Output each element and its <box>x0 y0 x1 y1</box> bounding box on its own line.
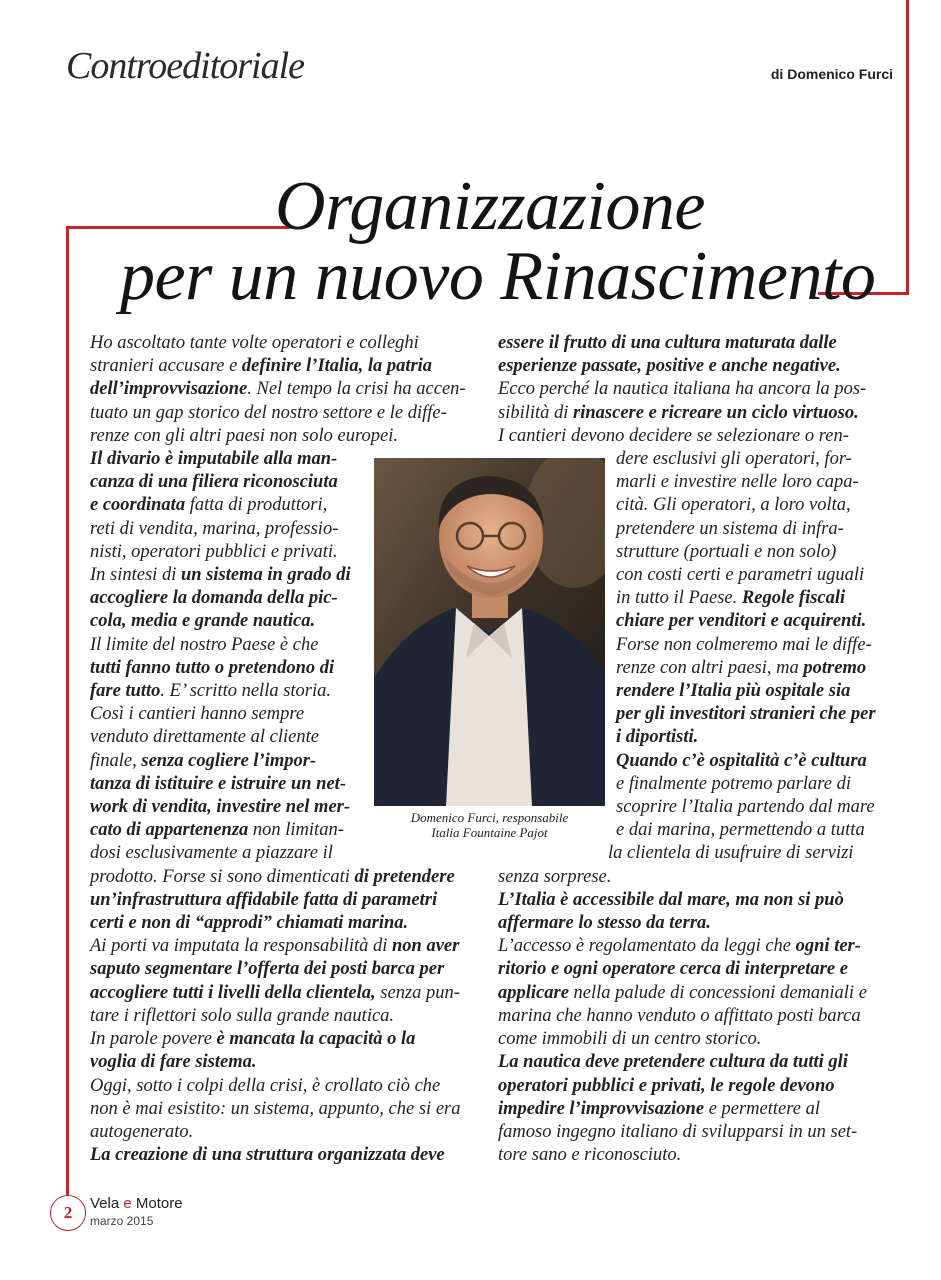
magazine-brand <box>90 1195 183 1212</box>
bold-text-run: rinascere e ricreare un ciclo virtuoso. <box>573 402 859 423</box>
bold-text-run: fare tutto <box>90 681 161 702</box>
bold-text-run: La nautica deve pretendere cultura da tutti gli <box>498 1052 848 1073</box>
bold-text-run: cola, media e grande nautica. <box>90 611 316 632</box>
bold-text-run: La creazione di una struttura organizzata deve <box>90 1145 445 1166</box>
text-line <box>90 889 466 912</box>
text-run: L’accesso è regolamentato da leggi che <box>498 936 796 957</box>
text-run: cità. Gli operatori, a loro volta, <box>616 495 851 516</box>
bold-text-run: definire l’Italia, la patria <box>241 356 433 377</box>
text-line <box>90 1005 466 1028</box>
article-title-line-2: per un nuovo Rinascimento <box>120 238 876 315</box>
bold-text-run: rendere l’Italia più ospitale sia <box>616 681 851 702</box>
text-run: fatta di produttori, <box>185 495 328 516</box>
text-run: senza pun- <box>375 982 460 1003</box>
article-title-line-1: Organizzazione <box>275 168 705 245</box>
text-run: . Nel tempo la crisi ha accen- <box>247 379 466 400</box>
bold-text-run: operatori pubblici e privati, le regole devono <box>498 1075 835 1096</box>
text-run: famoso ingegno italiano di svilupparsi in un set- <box>498 1121 858 1142</box>
bold-text-run: work di vendita, investire nel mer- <box>90 797 351 818</box>
bold-text-run: Regole fiscali <box>741 588 846 609</box>
text-run: Forse non colmeremo mai le diffe- <box>616 634 872 655</box>
section-label: Controeditoriale <box>66 45 305 87</box>
bold-text-run: per gli investitori stranieri che per <box>616 704 876 725</box>
text-run: tuato un gap storico del nostro settore e le diffe- <box>90 402 447 423</box>
text-line <box>498 866 876 889</box>
text-run: I cantieri devono decidere se selezionare o ren- <box>498 425 849 446</box>
text-run: Ai porti va imputata la responsabilità di <box>90 936 392 957</box>
bold-text-run: voglia di fare sistema. <box>90 1052 257 1073</box>
text-run: finale, <box>90 750 142 771</box>
issue-date: marzo 2015 <box>90 1214 154 1228</box>
text-line <box>498 842 876 865</box>
text-line <box>90 1075 466 1098</box>
bold-text-run: i diportisti. <box>616 727 699 748</box>
text-line <box>498 1121 876 1144</box>
text-line <box>498 1098 876 1121</box>
brand-word-motore: Motore <box>131 1195 183 1212</box>
brand-word-vela: Vela <box>90 1195 124 1212</box>
bold-text-run: cato di appartenenza <box>90 820 249 841</box>
text-run: non limitan- <box>248 820 344 841</box>
text-run: renze con altri paesi, ma <box>616 657 804 678</box>
text-line <box>90 425 466 448</box>
bold-text-run: di pretendere <box>354 866 455 887</box>
bold-text-run: ritorio e ogni operatore cerca di interpretare e <box>498 959 848 980</box>
text-line <box>498 1144 876 1167</box>
bold-text-run: tanza di istituire e istruire un net- <box>90 773 346 794</box>
text-line <box>498 1028 876 1051</box>
text-run: in tutto il Paese. <box>616 588 742 609</box>
text-run: strutture (portuali e non solo) <box>616 541 837 562</box>
text-run: la clientela di usufruire di servizi <box>608 843 854 864</box>
text-run: autogenerato. <box>90 1121 194 1142</box>
bold-text-run: e coordinata <box>90 495 186 516</box>
bold-text-run: un sistema in grado di <box>180 565 351 586</box>
text-run: . E’ scritto nella storia. <box>160 681 332 702</box>
text-run: non è mai esistito: un sistema, appunto, che si era <box>90 1098 461 1119</box>
text-line <box>498 1075 876 1098</box>
text-line <box>498 982 876 1005</box>
text-run: dere esclusivi gli operatori, for- <box>616 449 852 470</box>
bold-text-run: impedire l’improvvisazione <box>498 1098 705 1119</box>
bold-text-run: esperienze passate, positive e anche negative. <box>498 356 841 377</box>
text-run: Ho ascoltato tante volte operatori e colleghi <box>90 333 419 353</box>
text-run: In sintesi di <box>90 565 181 586</box>
text-run: pretendere un sistema di infra- <box>616 518 844 539</box>
text-run: marli e investire nelle loro capa- <box>616 472 859 493</box>
text-line <box>498 958 876 981</box>
text-line <box>498 425 876 448</box>
text-run: sibilità di <box>498 402 574 423</box>
text-line <box>90 982 466 1005</box>
text-line <box>90 1028 466 1051</box>
author-photo <box>374 458 605 806</box>
text-run: Così i cantieri hanno sempre <box>90 704 305 725</box>
text-run: In parole povere <box>90 1029 217 1050</box>
text-run: nisti, operatori pubblici e privati. <box>90 541 338 562</box>
text-line <box>498 402 876 425</box>
bold-text-run: L’Italia è accessibile dal mare, ma non si può <box>498 889 844 910</box>
text-line <box>498 1005 876 1028</box>
text-run: con costi certi e parametri uguali <box>616 565 865 586</box>
text-run: e permettere al <box>704 1098 820 1119</box>
text-line <box>498 935 876 958</box>
photo-caption-line-1: Domenico Furci, responsabile <box>410 810 569 825</box>
bold-text-run: senza cogliere l’impor- <box>141 750 317 771</box>
text-line <box>90 1144 466 1167</box>
text-run: senza sorprese. <box>498 866 612 887</box>
bold-text-run: canza di una filiera riconosciuta <box>90 472 338 493</box>
page-number: 2 <box>50 1195 86 1231</box>
text-line <box>498 1051 876 1074</box>
bold-text-run: affermare lo stesso da terra. <box>498 913 711 934</box>
text-line <box>90 402 466 425</box>
text-run: tore sano e riconosciuto. <box>498 1145 682 1166</box>
bold-text-run: accogliere tutti i livelli della clientela, <box>90 982 376 1003</box>
bold-text-run: tutti fanno tutto o pretendono di <box>90 657 335 678</box>
text-line <box>90 355 466 378</box>
text-line <box>90 912 466 935</box>
bold-text-run: non aver <box>392 936 460 957</box>
author-byline: di Domenico Furci <box>770 66 893 82</box>
text-line <box>498 912 876 935</box>
text-run: scoprire l’Italia partendo dal mare <box>616 797 875 818</box>
text-run: prodotto. Forse si sono dimenticati <box>90 866 355 887</box>
bold-text-run: saputo segmentare l’offerta dei posti barca per <box>90 959 445 980</box>
bold-text-run: un’infrastruttura affidabile fatta di parametri <box>90 889 438 910</box>
text-run: Oggi, sotto i colpi della crisi, è crollato ciò che <box>90 1075 441 1096</box>
text-run: e finalmente potremo parlare di <box>616 773 851 794</box>
text-line <box>498 378 876 401</box>
text-line <box>90 332 466 355</box>
text-run: dosi esclusivamente a piazzare il <box>90 843 333 864</box>
photo-caption-line-2: Italia Fountaine Pajot <box>431 825 548 840</box>
text-run: stranieri accusare e <box>90 356 242 377</box>
bold-text-run: potremo <box>803 657 867 678</box>
text-run: marina che hanno venduto o affittato posti barca <box>498 1005 861 1026</box>
text-line <box>90 935 466 958</box>
text-run: e dai marina, permettendo a tutta <box>616 820 865 841</box>
text-line <box>90 1098 466 1121</box>
portrait-illustration <box>374 458 605 806</box>
text-line <box>90 378 466 401</box>
text-line <box>90 1121 466 1144</box>
text-line <box>498 355 876 378</box>
bold-text-run: essere il frutto di una cultura maturata dalle <box>498 333 837 353</box>
bold-text-run: applicare <box>498 982 569 1003</box>
text-run: venduto direttamente al cliente <box>90 727 319 748</box>
bold-text-run: è mancata la capacità o la <box>216 1029 416 1050</box>
text-line <box>498 332 876 355</box>
left-vertical-rule <box>66 226 69 1196</box>
bold-text-run: Quando c’è ospitalità c’è cultura <box>616 750 867 771</box>
text-line <box>90 842 466 865</box>
top-right-vertical-rule <box>906 0 909 295</box>
text-line <box>90 866 466 889</box>
text-run: nella palude di concessioni demaniali e <box>568 982 867 1003</box>
bold-text-run: chiare per venditori e acquirenti. <box>616 611 867 632</box>
text-run: Ecco perché la nautica italiana ha ancora la pos- <box>498 379 867 400</box>
photo-caption <box>374 810 605 840</box>
text-run: reti di vendita, marina, professio- <box>90 518 339 539</box>
bold-text-run: Il divario è imputabile alla man- <box>90 449 338 470</box>
text-run: Il limite del nostro Paese è che <box>90 634 319 655</box>
brand-word-e: e <box>123 1195 132 1212</box>
bold-text-run: dell’improvvisazione <box>90 379 248 400</box>
bold-text-run: certi e non di “approdi” chiamati marina. <box>90 913 409 934</box>
text-run: come immobili di un centro storico. <box>498 1029 762 1050</box>
bold-text-run: ogni ter- <box>795 936 861 957</box>
text-run: renze con gli altri paesi non solo europei. <box>90 425 398 446</box>
text-line <box>90 1051 466 1074</box>
bold-text-run: accogliere la domanda della pic- <box>90 588 338 609</box>
text-line <box>498 889 876 912</box>
text-run: tare i riflettori solo sulla grande nautica. <box>90 1005 395 1026</box>
text-line <box>90 958 466 981</box>
